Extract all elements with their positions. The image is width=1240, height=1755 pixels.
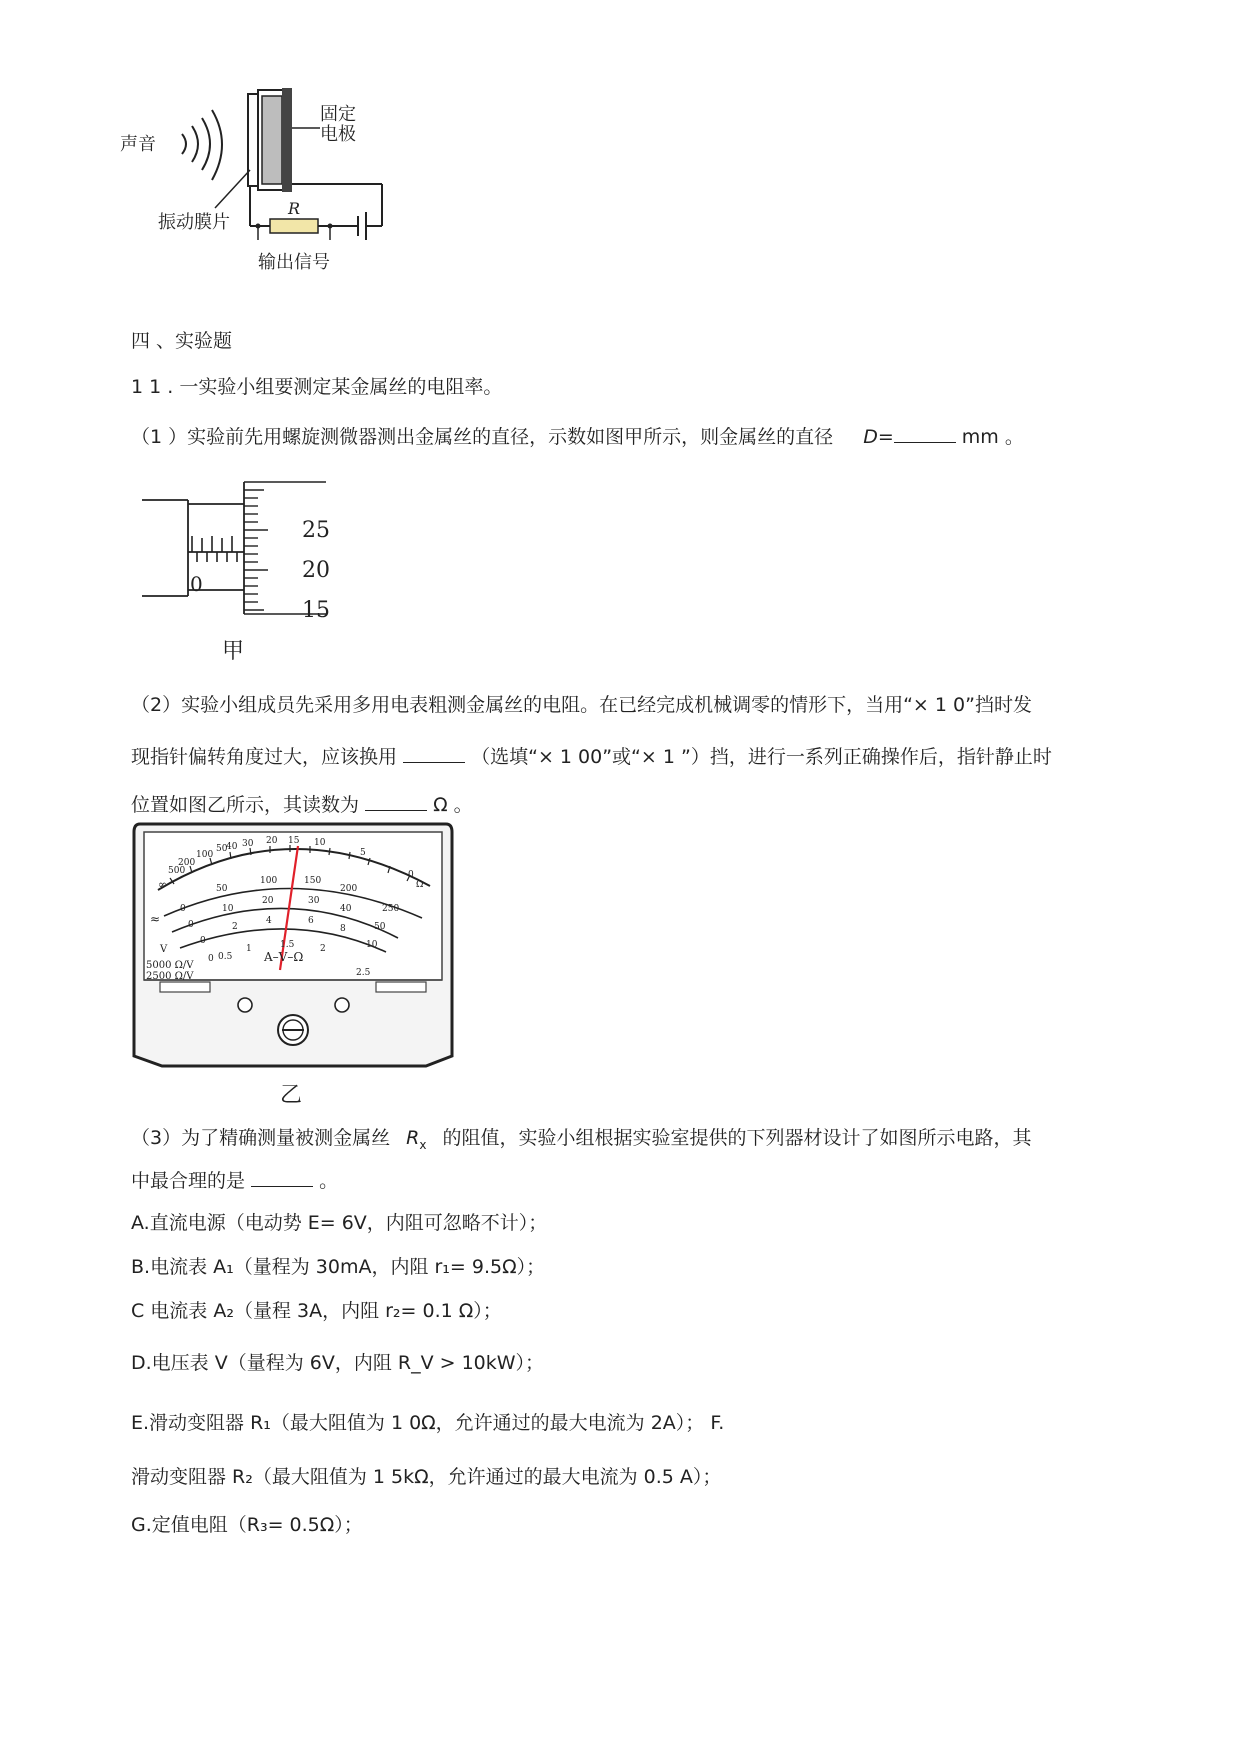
q11-part3-rx-sub: x <box>419 1137 427 1152</box>
section-title: 四 、实验题 <box>131 330 233 352</box>
answer-blank-reading[interactable] <box>365 792 427 811</box>
multimeter-figure <box>130 820 455 1108</box>
mid-label-0: 0 <box>188 920 194 930</box>
q11-part3-line1a: （3）为了精确测量被测金属丝 <box>131 1127 391 1149</box>
q11-part2-line2 <box>131 742 1052 769</box>
q11-part1-var: D= <box>863 426 894 448</box>
q11-part3-line2-text: 中最合理的是 <box>131 1170 246 1192</box>
q11-part1-text: （1 ）实验前先用螺旋测微器测出金属丝的直径，示数如图甲所示，则金属丝的直径 <box>131 426 834 448</box>
ac-mark: ≈ <box>150 912 161 926</box>
inner-label-2: 2 <box>232 922 238 932</box>
microphone-diagram <box>120 80 450 310</box>
q11-part1 <box>131 422 1024 449</box>
q11-part2-line1: （2）实验小组成员先采用多用电表粗测金属丝的电阻。在已经完成机械调零的情形下，当用“× 1 0”挡时发 <box>131 694 1032 716</box>
mid-label-10: 10 <box>222 904 234 914</box>
ac-label-0-5: 0.5 <box>218 952 233 962</box>
dc-label-200: 200 <box>340 884 358 894</box>
spec-5000: 5000 Ω/V <box>146 960 194 971</box>
mid-label-30: 30 <box>308 896 320 906</box>
q11-part2-line3 <box>131 790 473 817</box>
ohm-label-100: 100 <box>196 850 214 860</box>
micrometer-tick-15: 15 <box>302 598 330 623</box>
ohm-label-30: 30 <box>242 839 254 849</box>
ohm-label-10: 10 <box>314 838 326 848</box>
q11-part3-line2 <box>131 1166 338 1193</box>
option-c: C 电流表 A₂（量程 3A，内阻 r₂= 0.1 Ω）； <box>131 1300 502 1322</box>
label-diaphragm: 振动膜片 <box>158 212 230 233</box>
option-e: E.滑动变阻器 R₁（最大阻值为 1 0Ω，允许通过的最大电流为 2A）； F. <box>131 1412 725 1434</box>
inner-label-0: 0 <box>200 936 206 946</box>
figure-caption-yi: 乙 <box>280 1083 303 1108</box>
q11-part2-line3b: Ω 。 <box>433 794 473 816</box>
q11-part3-line1 <box>131 1123 1032 1152</box>
option-g: G.定值电阻（R₃= 0.5Ω）； <box>131 1514 363 1536</box>
q11-part2-line3a: 位置如图乙所示，其读数为 <box>131 794 360 816</box>
answer-blank-range[interactable] <box>403 744 465 763</box>
micrometer-figure <box>140 478 340 663</box>
micrometer-zero: 0 <box>190 572 203 596</box>
micrometer-tick-25: 25 <box>302 518 330 543</box>
label-sound: 声音 <box>120 134 156 155</box>
ac-label-2: 2 <box>320 944 326 954</box>
ohm-label-15: 15 <box>288 836 300 846</box>
microphone-figure <box>120 80 450 310</box>
mid-label-40: 40 <box>340 904 352 914</box>
q11-part2-line2a: 现指针偏转角度过大，应该换用 <box>131 746 398 768</box>
ac-label-2-5: 2.5 <box>356 968 371 978</box>
figure-caption-jia: 甲 <box>222 639 245 664</box>
inner-label-10: 10 <box>366 940 378 950</box>
q11-part1-unit: mm 。 <box>961 426 1024 448</box>
dc-label-0: 0 <box>180 904 186 914</box>
q11-part3-line1b: 的阻值，实验小组根据实验室提供的下列器材设计了如图所示电路，其 <box>442 1127 1032 1149</box>
ohm-label-200: 200 <box>178 858 196 868</box>
option-f: 滑动变阻器 R₂（最大阻值为 1 5kΩ，允许通过的最大电流为 0.5 A）； <box>131 1466 722 1488</box>
ac-label-1-5: 1.5 <box>280 940 295 950</box>
inner-label-4: 4 <box>266 916 272 926</box>
ac-label-0: 0 <box>208 954 214 964</box>
label-output-signal: 输出信号 <box>258 252 330 273</box>
ohm-label-50: 50 <box>216 844 228 854</box>
ohm-omega: Ω <box>416 880 424 890</box>
meter-label: A–V–Ω <box>264 950 304 964</box>
ohm-label-0: 0 <box>408 870 414 880</box>
option-d: D.电压表 V（量程为 6V，内阻 R_V > 10kW）； <box>131 1352 545 1374</box>
spec-2500: 2500 Ω/V <box>146 971 194 982</box>
inner-label-6: 6 <box>308 916 314 926</box>
dc-label-250: 250 <box>382 904 400 914</box>
q11-stem: 1 1 . 一实验小组要测定某金属丝的电阻率。 <box>131 376 503 398</box>
label-resistor: R <box>288 199 301 218</box>
ohm-label-20: 20 <box>266 836 278 846</box>
label-fixed-2: 电极 <box>320 124 356 145</box>
answer-blank-diameter[interactable] <box>894 424 956 443</box>
answer-blank-choice[interactable] <box>251 1168 313 1187</box>
option-a: A.直流电源（电动势 E= 6V，内阻可忽略不计）； <box>131 1212 548 1234</box>
option-b: B.电流表 A₁（量程为 30mA，内阻 r₁= 9.5Ω）； <box>131 1256 546 1278</box>
label-fixed-1: 固定 <box>320 104 356 125</box>
q11-part2-line2b: （选填“× 1 00”或“× 1 ”）挡，进行一系列正确操作后，指针静止时 <box>471 746 1052 768</box>
ohm-label-40: 40 <box>226 842 238 852</box>
q11-part3-line2-end: 。 <box>319 1170 339 1192</box>
inner-label-8: 8 <box>340 924 346 934</box>
q11-part3-rx: R <box>406 1127 420 1149</box>
mid-label-20: 20 <box>262 896 274 906</box>
dc-label-150: 150 <box>304 876 322 886</box>
mid-label-50: 50 <box>374 922 386 932</box>
ac-label-1: 1 <box>246 944 252 954</box>
ohm-infinity: ∞ <box>158 878 168 891</box>
micrometer-tick-20: 20 <box>302 558 330 583</box>
v-mark: V <box>160 944 168 955</box>
dc-label-50: 50 <box>216 884 228 894</box>
ohm-label-500: 500 <box>168 866 186 876</box>
ohm-label-5: 5 <box>360 848 366 858</box>
dc-label-100: 100 <box>260 876 278 886</box>
